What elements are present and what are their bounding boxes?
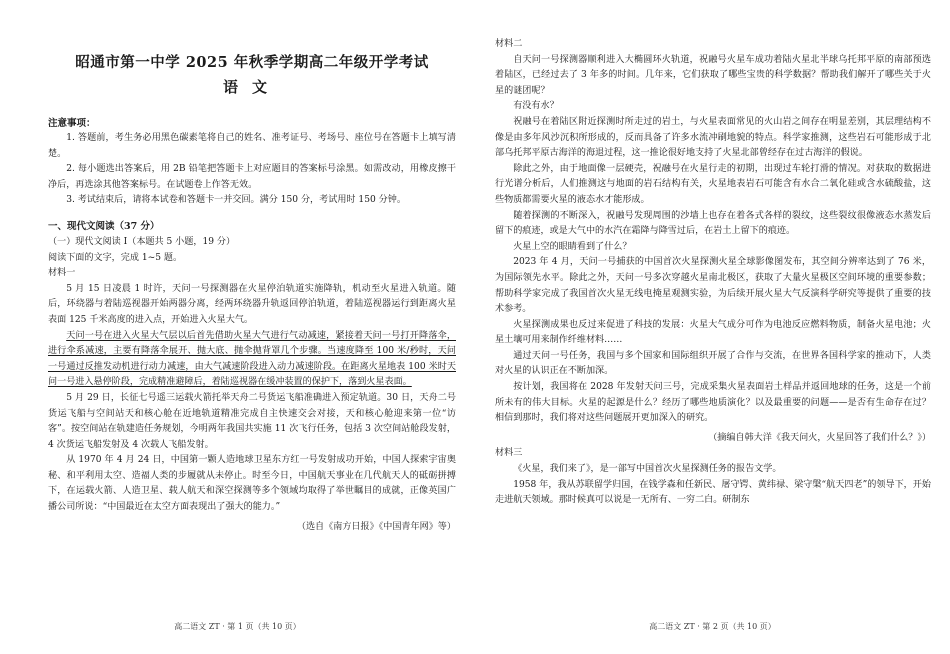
- material-2-label: 材料二: [495, 39, 523, 49]
- paragraph: 祝融号在着陆区附近探测时所走过的岩土，与火星表面常见的火山岩之间存在明显差别，其层理结构不像是由多年风沙沉积所形成的，反而具备了许多水流冲刷地貌的特点。科学家推测，这些岩石可能形成于北部乌托邦平原古海洋的海退过程，这一推论很好地支持了火星北部曾经存在过古海洋的假说。: [495, 116, 931, 159]
- exam-title: 昭通市第一中学 2025 年秋季学期高二年级开学考试: [75, 54, 429, 71]
- paragraph: 通过天问一号任务，我国与多个国家和国际组织开展了合作与交流，在世界各国科学家的推动下，人类对火星的认识正在不断加深。: [495, 350, 931, 377]
- source-citation: （摘编自韩大洋《我天问火，火星回答了我们什么？》）: [708, 432, 931, 443]
- paragraph: 5 月 15 日凌晨 1 时许，天问一号探测器在火星停泊轨道实施降轨，机动至火星进入轨道。随后，环绕器与着陆巡视器开始两器分离，经两环绕器升轨返回停泊轨道，着陆巡视器运行到距离火星表面 125 千米高度的进入点，开始进入火星大气。: [48, 283, 456, 325]
- page-2-content: [495, 37, 931, 509]
- page-1-content: [48, 40, 456, 535]
- paragraph: 5 月 29 日，长征七号遥三运载火箭托举天舟二号货运飞船准确进入预定轨道。30 日，天舟二号货运飞船与空间站天和核心舱在近地轨道精准完成自主快速交会对接，天和核心舱迎来第一位“访客”。按空间站在轨建造任务规划，今明两年我国共实施 11 次飞行任务，包括 3 次空间站舱段发射，4 次货运飞船发射及 4 次载人飞船发射。: [48, 392, 456, 450]
- reading-instruction: 阅读下面的文字，完成 1~5 题。: [48, 252, 183, 263]
- material-3-label: 材料三: [495, 448, 523, 459]
- notice-item: 1. 答题前，考生务必用黑色碳素笔将自己的姓名、准考证号、考场号、座位号在答题卡上填写清楚。: [48, 133, 456, 159]
- section-title: 一、现代文阅读（37 分）: [48, 220, 160, 232]
- subject-title: 语文: [222, 78, 281, 96]
- exam-page-2: [475, 0, 950, 654]
- paragraph: 自天问一号探测器顺利进入大椭圆环火轨道，祝融号火星车成功着陆火星北半球乌托邦平原的南部预选着陆区，已经过去了 3 年多的时间。几年来，它们获取了哪些宝贵的科学数据？帮助我们解开了哪些关于火星的谜团呢？: [495, 54, 931, 96]
- page-footer: 高二语文 ZT · 第 2 页（共 10 页）: [649, 622, 776, 631]
- paragraph: 按计划，我国将在 2028 年发射天问三号，完成采集火星表面岩土样品并返回地球的任务，这是一个前所未有的伟大目标。火星的起源是什么？经历了哪些地质演化？以及最重要的问题——是否有生命存在过？相信到那时，我们将对这些问题展开更加深入的研究。: [495, 382, 931, 424]
- subheading-question: 有没有水？: [513, 101, 559, 112]
- notice-item: 3. 考试结束后，请将本试卷和答题卡一并交回。满分 150 分，考试用时 150 分钟。: [66, 195, 406, 206]
- subheading-question: 火星上空的眼睛看到了什么？: [513, 241, 632, 252]
- material-1-label: 材料一: [48, 268, 76, 279]
- page-footer: 高二语文 ZT · 第 1 页（共 10 页）: [174, 622, 301, 631]
- underlined-text: 天问一号在进入火星大气层以后首先借助火星大气进行气动减速，紧接着天问一号打开降落伞，进行伞系减速，主要有降落伞展开、抛大底、抛伞抛背罩几个步骤。当速度降至 100 米/秒时，天问一号通过反推发动机进行动力减速，由大气减速阶段进入动力减速阶段。在距离火星地表 100 米时天问一号进入悬停阶段，完成精准避障后，着陆巡视器在缓冲装置的保护下，落到火星表面。: [48, 330, 456, 388]
- paragraph: 2023 年 4 月，天问一号捕获的中国首次火星探测火星全球影像图发布，其空间分辨率达到了 76 米，为国际领先水平。除此之外，天问一号多次穿越火星南北极区，获取了大量火星极区空间环境的重要参数；帮助科学家完成了我国首次火星无线电掩星观测实验，为后续开展火星大气反演科学研究等提供了重要的技术参考。: [495, 257, 931, 315]
- paragraph: 火星探测成果也反过来促进了科技的发展：火星大气成分可作为电池反应燃料物质，制备火星电池；火星土壤可用来制作纤维材料……: [495, 319, 931, 346]
- paragraph: 从 1970 年 4 月 24 日，中国第一颗人造地球卫星东方红一号发射成功开始，中国人探索宇宙奥秘、和平利用太空、造福人类的步履就从未停止。时至今日，中国航天事业在几代航天人的砥砺拼搏下，在运载火箭、人造卫星、载人航天和深空探测等多个领域均取得了举世瞩目的成就，正像英国广播公司所说：“中国最近在太空方面表现出了强大的能力。”: [48, 455, 456, 513]
- underlined-paragraph: [48, 329, 456, 391]
- notice-item: 2. 每小题选出答案后，用 2B 铅笔把答题卡上对应题目的答案标号涂黑。如需改动，用橡皮擦干净后，再选涂其他答案标号。在试题卷上作答无效。: [48, 164, 456, 190]
- notice-heading: 注意事项：: [48, 118, 96, 129]
- source-citation: （选自《南方日报》《中国青年网》等）: [296, 521, 456, 532]
- paragraph: 《火星，我们来了》，是一部写中国首次火星探测任务的报告文学。: [513, 464, 782, 475]
- subsection-title: （一）现代文阅读 I（本题共 5 小题，19 分）: [48, 236, 236, 247]
- paragraph: 除此之外，由于地面像一层硬壳，祝融号在火星行走的初期，出现过车轮打滑的情况。对获取的数据进行光谱分析后，人们推测这与地面的岩石结构有关，火星地表岩石可能含有水合二氧化硅或含水硫酸盐，这些物质都需要火星的液态水才能形成。: [495, 163, 931, 205]
- paragraph: 随着探测的不断深入，祝融号发现周围的沙墙上也存在着各式各样的裂纹，这些裂纹很像液态水蒸发后留下的痕迹，或是大气中的水汽在霜降与降雪过后，在岩土上留下的痕迹。: [495, 210, 931, 237]
- paragraph: 1958 年，我从苏联留学归国，在钱学森和任新民、屠守锷、黄纬禄、梁守槃“航天四老”的领导下，开始走进航天领域。那时候真可以说是一无所有、一穷二白。研制东: [495, 479, 931, 506]
